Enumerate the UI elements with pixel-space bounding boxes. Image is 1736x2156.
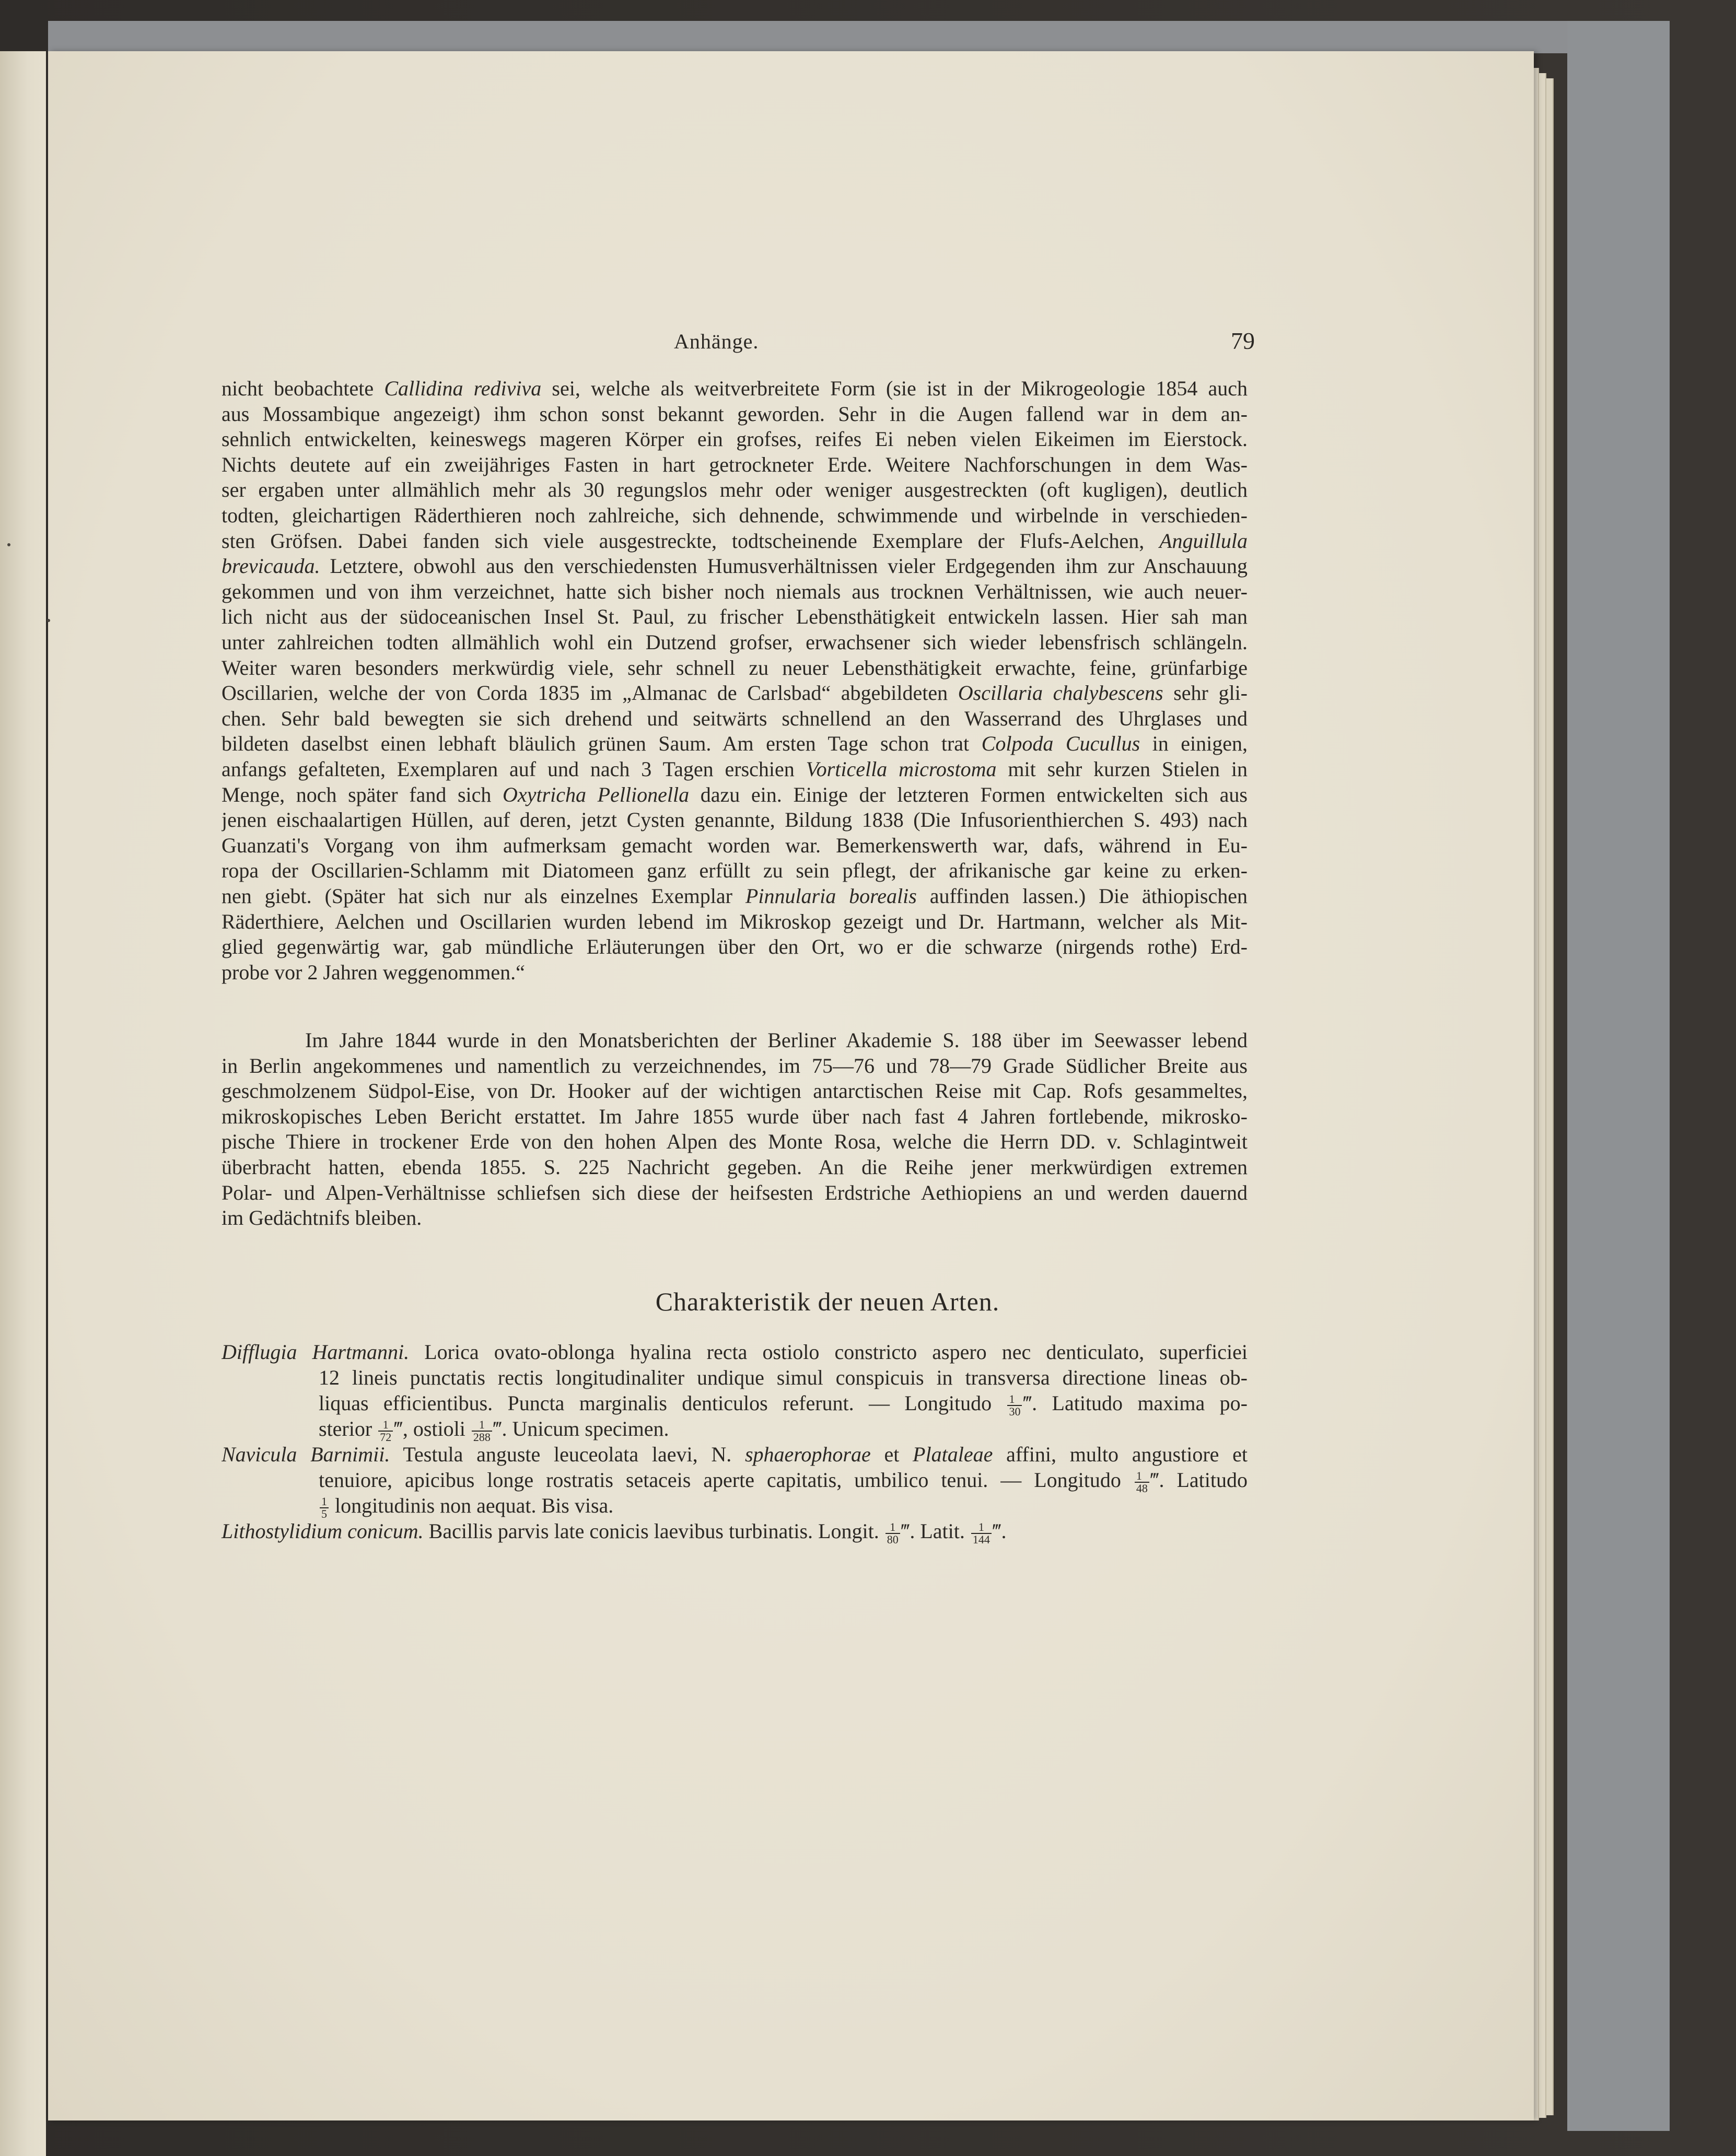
text-line: unter zahlreichen todten allmählich wohl ein Dutzend grofser, erwachsener sich wieder lebensfrisch schlängeln. (222, 630, 1248, 654)
margin-mark (47, 619, 50, 622)
italic-taxon: Anguillula (1159, 529, 1248, 553)
text-line: Polar- und Alpen-Verhältnisse schliefsen sich diese der heifsesten Erdstriche Aethiopiens an und werden dauernd (222, 1180, 1248, 1204)
fraction: $\frac{1}{288}$ (472, 1419, 492, 1443)
text-line: jenen eischaalartigen Hüllen, auf deren, jetzt Cysten genannte, Bildung 1838 (Die Infusorienthierchen S. 493) nach (222, 808, 1248, 832)
text-line: in Berlin angekommenes und namentlich zu verzeichnendes, im 75—76 und 78—79 Grade Südlicher Breite aus (222, 1053, 1248, 1077)
text-line: Guanzati's Vorgang von ihm aufmerksam gemacht worden war. Bemerkenswerth war, dafs, während in Eu- (222, 833, 1248, 857)
text-line: Oscillarien, welche der von Corda 1835 im „Almanac de Carlsbad“ abgebildeten Oscillaria chalybescens sehr gli- (222, 681, 1248, 705)
italic-taxon: Lithostylidium conicum. (222, 1519, 424, 1543)
text-line: aus Mossambique angezeigt) ihm schon sonst bekannt geworden. Sehr in die Augen fallend war in dem an- (222, 402, 1248, 426)
italic-taxon: brevicauda. (222, 554, 320, 578)
text-line: Weiter waren besonders merkwürdig viele, sehr schnell zu neuer Lebensthätigkeit erwachte, feine, grünfarbige (222, 655, 1248, 679)
fraction: $\frac{1}{30}$ (1007, 1393, 1022, 1416)
text-line: chen. Sehr bald bewegten sie sich drehend und seitwärts schnellend an den Wasserrand des Uhrglases und (222, 706, 1248, 730)
text-line: ser ergaben unter allmählich mehr als 30 regungslos mehr oder weniger ausgestreckten (oft kugligen), deutlich (222, 478, 1248, 502)
facing-page-edge (0, 51, 46, 2156)
text-line: todten, gleichartigen Räderthieren noch zahlreiche, sich dehnende, schwimmende und wirbelnde in verschieden- (222, 503, 1248, 527)
text-line: mikroskopisches Leben Bericht erstattet. Im Jahre 1855 wurde über nach fast 4 Jahren fortlebende, mikrosko- (222, 1104, 1248, 1128)
italic-taxon: Vorticella microstoma (806, 757, 997, 781)
italic-taxon: Callidina rediviva (384, 377, 542, 400)
text-line: überbracht hatten, ebenda 1855. S. 225 Nachricht gegeben. An die Reihe jener merkwürdigen extremen (222, 1155, 1248, 1179)
page-stack-edge (1539, 73, 1546, 2118)
italic-taxon: Oscillaria chalybescens (958, 681, 1163, 705)
book-cover-top (48, 21, 1668, 53)
text-line: ropa der Oscillarien-Schlamm mit Diatomeen ganz erfüllt zu sein pflegt, der afrikanische gar keine zu erken- (222, 859, 1248, 883)
text-line: sehnlich entwickelten, keineswegs mageren Körper ein grofses, reifes Ei neben vielen Eikeimen im Eierstock. (222, 427, 1248, 451)
text-line: liquas efficientibus. Puncta marginalis denticulos referunt. — Longitudo $\frac{1}{30}$ ‴. Latitudo maxima po- (319, 1391, 1248, 1416)
text-line: $\frac{1}{5}$ longitudinis non aequat. Bis visa. (319, 1493, 613, 1518)
italic-taxon: Difflugia Hartmanni. (222, 1340, 410, 1364)
margin-mark (7, 543, 10, 546)
page-stack-edge (1546, 78, 1554, 2115)
text-line: glied gegenwärtig war, gab mündliche Erläuterungen über den Ort, wo er die schwarze (nirgends rothe) Erd- (222, 935, 1248, 959)
italic-taxon: Plataleae (913, 1443, 993, 1466)
text-line: Nichts deutete auf ein zweijähriges Fasten in hart getrockneter Erde. Weitere Nachforschungen in dem Was- (222, 452, 1248, 476)
italic-taxon: sphaerophorae (744, 1443, 871, 1466)
book-cover-edge (1567, 21, 1670, 2131)
text-line: gekommen und von ihm verzeichnet, hatte sich bisher noch niemals aus trocknen Verhältnissen, wie auch neuer- (222, 579, 1248, 603)
text-line: 12 lineis punctatis rectis longitudinaliter undique simul conspicuis in transversa directione lineas ob- (319, 1366, 1248, 1389)
italic-taxon: Navicula Barnimii. (222, 1443, 390, 1466)
text-line: Lithostylidium conicum. Bacillis parvis late conicis laevibus turbinatis. Longit. $\frac{1}{80}$ ‴. Latit. $\frac{1}{144}$ ‴. (222, 1519, 1007, 1546)
text-line: Difflugia Hartmanni. Lorica ovato-oblonga hyalina recta ostiolo constricto aspero nec denticulato, superficiei (222, 1340, 1248, 1364)
text-line: lich nicht aus der südoceanischen Insel St. Paul, zu frischer Lebensthätigkeit entwickeln lassen. Hier sah man (222, 605, 1248, 629)
text-line: probe vor 2 Jahren weggenommen.“ (222, 960, 525, 984)
page-number: 79 (1231, 327, 1255, 354)
fraction: $\frac{1}{72}$ (378, 1419, 393, 1443)
fraction: $\frac{1}{48}$ (1135, 1470, 1149, 1493)
text-line: anfangs gefalteten, Exemplaren auf und nach 3 Tagen erschien Vorticella microstoma mit sehr kurzen Stielen in (222, 757, 1248, 781)
italic-taxon: Pinnularia borealis (745, 884, 917, 908)
text-line: Im Jahre 1844 wurde in den Monatsberichten der Berliner Akademie S. 188 über im Seewasser lebend (305, 1028, 1248, 1052)
text-line: Räderthiere, Aelchen und Oscillarien wurden lebend im Mikroskop gezeigt und Dr. Hartmann, welcher als Mit- (222, 909, 1248, 933)
text-line: nicht beobachtete Callidina rediviva sei, welche als weitverbreitete Form (sie ist in der Mikrogeologie 1854 auch (222, 377, 1248, 400)
italic-taxon: Oxytricha Pellionella (503, 782, 690, 806)
text-line: sterior $\frac{1}{72}$ ‴, ostioli $\frac{1}{288}$ ‴. Unicum specimen. (319, 1417, 669, 1444)
text-line: tenuiore, apicibus longe rostratis setaceis aperte capitatis, umbilico tenui. — Longitudo $\frac{1}{48}$ ‴. Latitudo (319, 1468, 1248, 1493)
running-header: Anhänge. (674, 330, 759, 353)
text-line: bildeten daselbst einen lebhaft bläulich grünen Saum. Am ersten Tage schon trat Colpoda Cucullus in einigen, (222, 732, 1248, 756)
text-line: im Gedächtnifs bleiben. (222, 1206, 422, 1230)
italic-taxon: Colpoda Cucullus (981, 732, 1140, 756)
fraction: $\frac{1}{144}$ (971, 1521, 992, 1545)
section-heading: Charakteristik der neuen Arten. (655, 1287, 1000, 1316)
text-line: geschmolzenem Südpol-Eise, von Dr. Hooker auf der wichtigen antarctischen Reise mit Cap. Rofs gesammeltes, (222, 1079, 1248, 1103)
text-line: Menge, noch später fand sich Oxytricha Pellionella dazu ein. Einige der letzteren Formen entwickelten sich aus (222, 782, 1248, 806)
text-line: nen giebt. (Später hat sich nur als einzelnes Exemplar Pinnularia borealis auffinden lassen.) Die äthiopischen (222, 884, 1248, 908)
text-line: Navicula Barnimii. Testula anguste leuceolata laevi, N. sphaerophorae et Plataleae affini, multo angustiore et (222, 1443, 1248, 1466)
text-line: brevicauda. Letztere, obwohl aus den verschiedensten Humusverhältnissen vieler Erdgegenden ihm zur Anschauung (222, 554, 1248, 578)
text-line: pische Thiere in trockener Erde von den hohen Alpen des Monte Rosa, welche die Herrn DD. v. Schlagintweit (222, 1130, 1248, 1154)
fraction: $\frac{1}{5}$ (320, 1496, 329, 1520)
text-line: sten Gröfsen. Dabei fanden sich viele ausgestreckte, todtscheinende Exemplare der Flufs-Aelchen, Anguillula (222, 529, 1248, 553)
fraction: $\frac{1}{80}$ (886, 1521, 900, 1545)
